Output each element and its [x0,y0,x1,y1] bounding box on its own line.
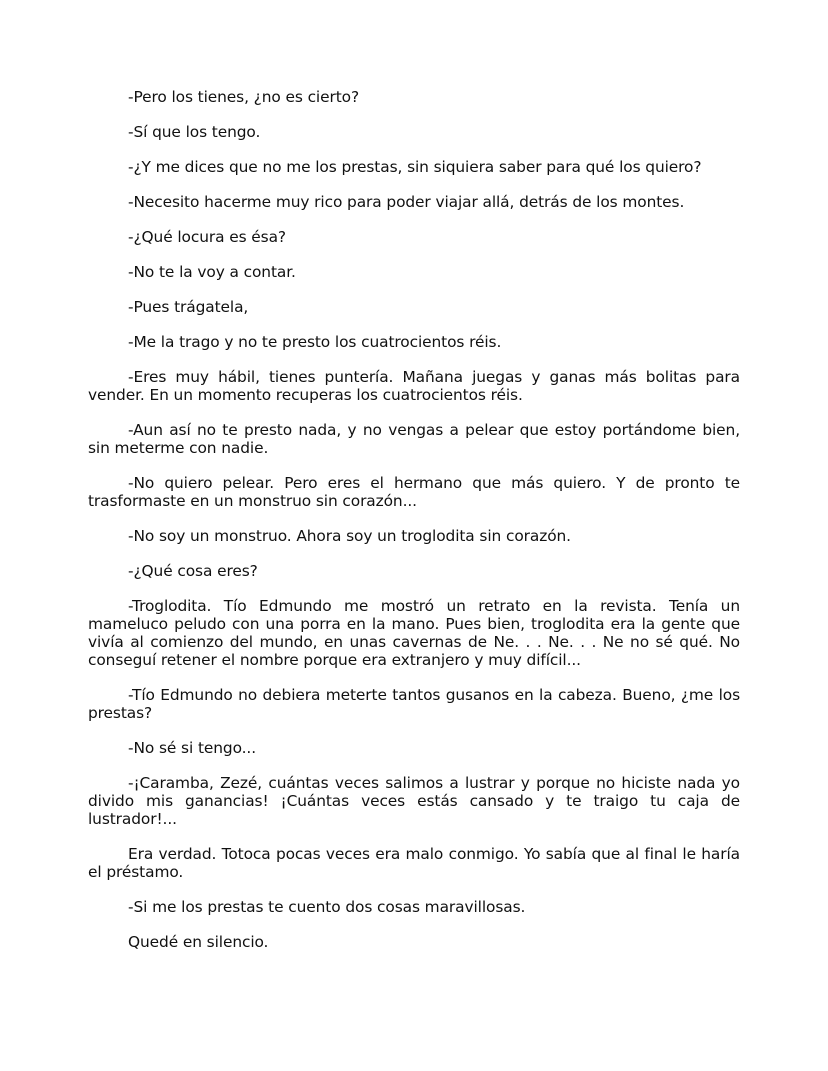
paragraph: -Necesito hacerme muy rico para poder viajar allá, detrás de los montes. [128,193,685,211]
paragraph: -No soy un monstruo. Ahora soy un troglodita sin corazón. [128,527,571,545]
paragraph: -No quiero pelear. Pero eres el hermano que más quiero. Y de pronto te trasformaste en un monstruo sin corazón... [88,474,740,510]
paragraph: -No sé si tengo... [128,739,256,757]
paragraph: -Tío Edmundo no debiera meterte tantos gusanos en la cabeza. Bueno, ¿me los prestas? [88,686,740,722]
paragraph: -¿Qué locura es ésa? [128,228,286,246]
paragraph: Era verdad. Totoca pocas veces era malo conmigo. Yo sabía que al final le haría el préstamo. [88,845,740,881]
document-page [88,88,740,968]
paragraph: Quedé en silencio. [128,933,269,951]
paragraph: -Aun así no te presto nada, y no vengas a pelear que estoy portándome bien, sin meterme con nadie. [88,421,740,457]
paragraph: -Pero los tienes, ¿no es cierto? [128,88,360,106]
paragraph: -¿Qué cosa eres? [128,562,258,580]
paragraph: -Si me los prestas te cuento dos cosas maravillosas. [128,898,526,916]
paragraph: -No te la voy a contar. [128,263,296,281]
paragraph: -Pues trágatela, [128,298,249,316]
paragraph: -¡Caramba, Zezé, cuántas veces salimos a lustrar y porque no hiciste nada yo divido mis ganancias! ¡Cuántas veces estás cansado y te traigo tu caja de lustrador!... [88,774,740,828]
paragraph: -Me la trago y no te presto los cuatrocientos réis. [128,333,502,351]
paragraph: -Eres muy hábil, tienes puntería. Mañana juegas y ganas más bolitas para vender. En un momento recuperas los cuatrocientos réis. [88,368,740,404]
paragraph: -Sí que los tengo. [128,123,261,141]
paragraph: -¿Y me dices que no me los prestas, sin siquiera saber para qué los quiero? [128,158,702,176]
paragraph: -Troglodita. Tío Edmundo me mostró un retrato en la revista. Tenía un mameluco peludo con una porra en la mano. Pues bien, troglodita era la gente que vivía al comienzo del mundo, en unas cavernas de Ne. . . Ne. . . Ne no sé qué. No conseguí retener el nombre porque era extranjero y muy difícil... [88,597,740,669]
